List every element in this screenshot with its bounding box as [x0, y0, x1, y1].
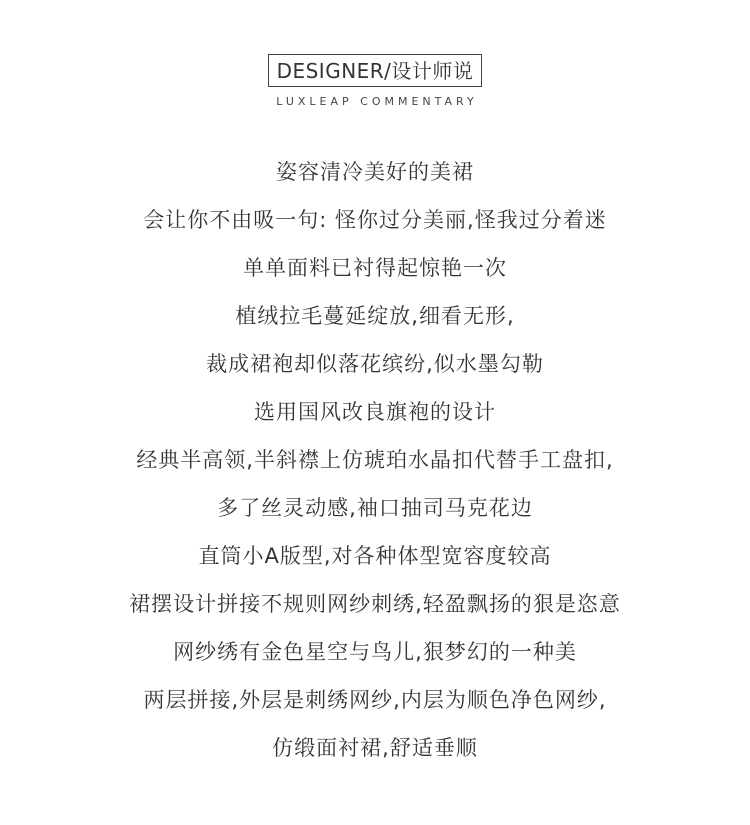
commentary-line: 姿容清冷美好的美裙	[276, 160, 474, 184]
commentary-line: 裙摆设计拼接不规则网纱刺绣,轻盈飘扬的狠是恣意	[129, 592, 621, 616]
commentary-line: 选用国风改良旗袍的设计	[254, 400, 496, 424]
commentary-line: 裁成裙袍却似落花缤纷,似水墨勾勒	[206, 352, 544, 376]
commentary-line: 会让你不由吸一句: 怪你过分美丽,怪我过分着迷	[143, 208, 607, 232]
commentary-line: 多了丝灵动感,袖口抽司马克花边	[217, 496, 533, 520]
commentary-line: 两层拼接,外层是刺绣网纱,内层为顺色净色网纱,	[143, 688, 607, 712]
commentary-line: 直筒小A版型,对各种体型宽容度较高	[198, 544, 552, 568]
section-subtitle: LUXLEAP COMMENTARY	[276, 95, 478, 108]
commentary-line: 网纱绣有金色星空与鸟儿,狠梦幻的一种美	[173, 640, 577, 664]
commentary-line: 经典半高领,半斜襟上仿琥珀水晶扣代替手工盘扣,	[136, 448, 614, 472]
commentary-line: 单单面料已衬得起惊艳一次	[243, 256, 507, 280]
commentary-line: 仿缎面衬裙,舒适垂顺	[272, 736, 478, 760]
commentary-text	[0, 152, 750, 776]
section-title: DESIGNER/设计师说	[268, 54, 483, 87]
designer-header	[0, 54, 750, 108]
commentary-line: 植绒拉毛蔓延绽放,细看无形,	[235, 304, 515, 328]
